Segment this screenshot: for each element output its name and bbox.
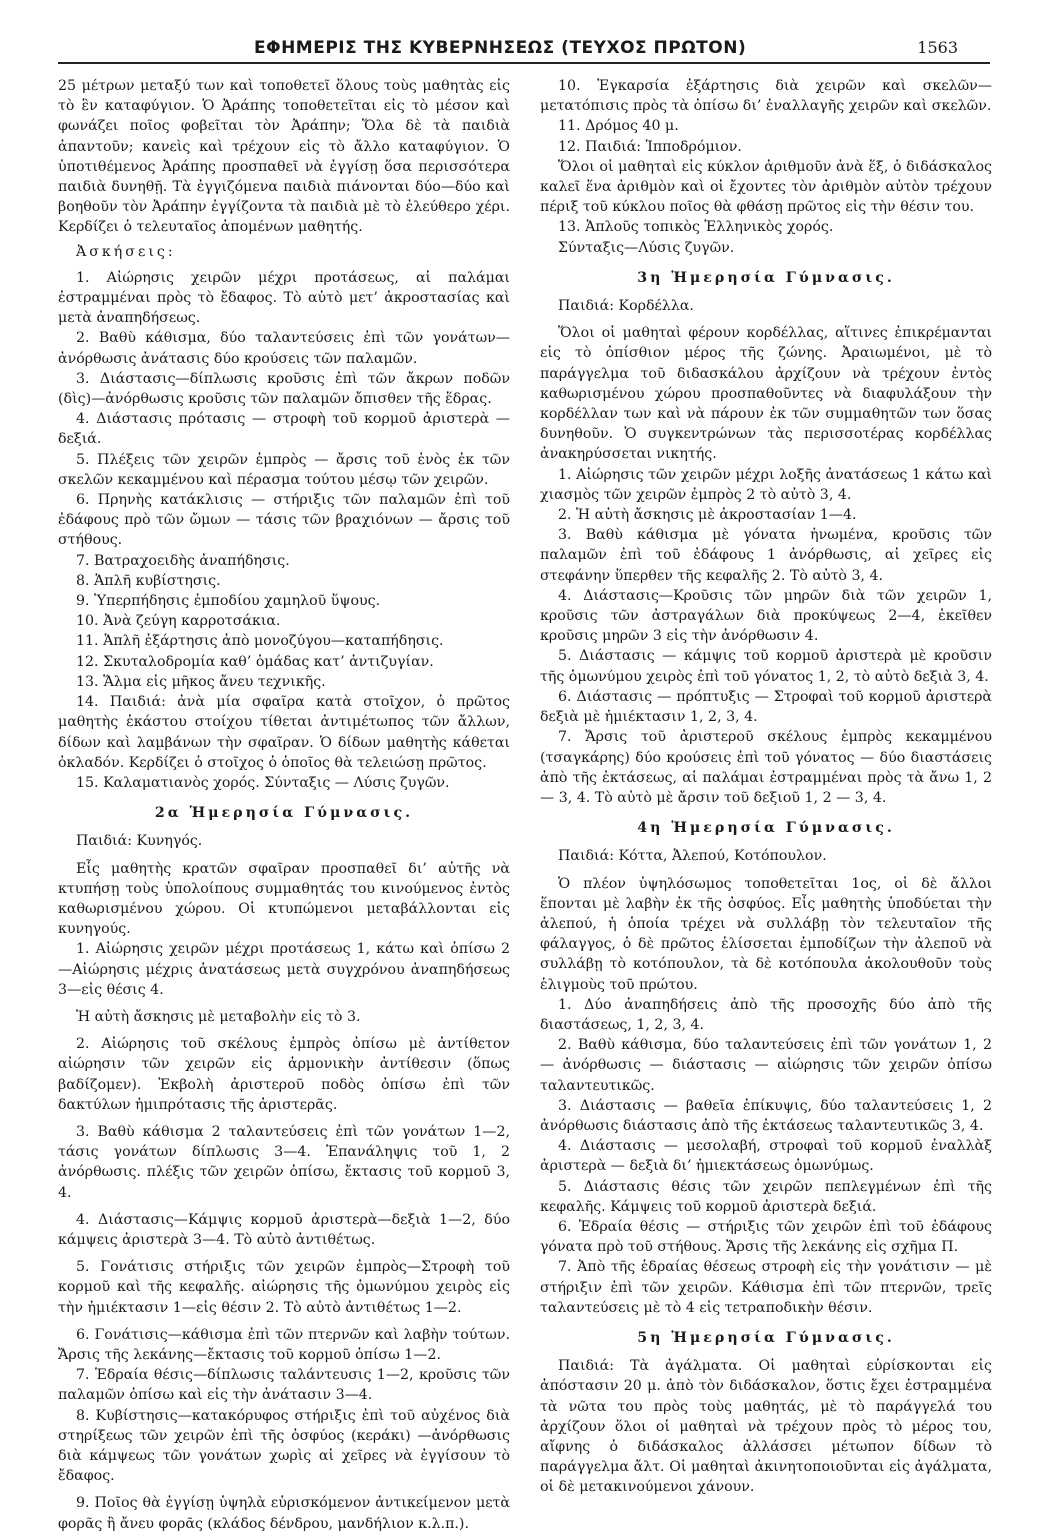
paragraph: 5. Διάστασις — κάμψις τοῦ κορμοῦ ἀριστερὰ μὲ κροῦσιν τῆς ὁμωνύμου χειρὸς ἐπὶ τοῦ γόνατος 1, 2, τὸ αὐτὸ δεξιὰ 3, 4. — [540, 648, 992, 685]
paragraph: 6. Διάστασις — πρόπτυξις — Στροφαὶ τοῦ κορμοῦ ἀριστερὰ δεξιὰ μὲ ἡμιέκτασιν 1, 2, 3, 4. — [540, 688, 992, 726]
paragraph: 10. Ἀνὰ ζεύγη καρροτσάκια. — [76, 613, 281, 630]
left-column — [58, 76, 510, 1534]
paragraph: 25 μέτρων μεταξύ των καὶ τοποθετεῖ ὅλους τοὺς μαθητὰς εἰς τὸ ἓν καταφύγιον. Ὁ Ἀράπης τοποθετεῖται εἰς τὸ μέσον καὶ φωνάζει ποῖος φοβεῖται τὸν Ἀράπην; Ὅλα δὲ τὰ παιδιὰ ἀπαντοῦν; κανεὶς καὶ τρέχουν εἰς τὸ ἄλλο καταφύγιον. Ὁ ὑποτιθέμενος Ἀράπης προσπαθεῖ νὰ ἐγγίσῃ ὅσα περισσότερα παιδιὰ δυνηθῇ. Τὰ ἐγγιζόμενα παιδιὰ πιάνονται δύο—δύο καὶ βοηθοῦν τὸν Ἀράπην ἐγγίζοντα τὰ παιδιὰ μὲ τὸ ἐλεύθερο χέρι. Κερδίζει ὁ τελευταῖος ἀπομένων μαθητής. — [58, 78, 510, 236]
paragraph: 9. Ποῖος θὰ ἐγγίσῃ ὑψηλὰ εὑρισκόμενον ἀντικείμενον μετὰ φορᾶς ἢ ἄνευ φορᾶς (κλάδος δένδρου, μανδήλιον κ.λ.π.). — [58, 1495, 510, 1532]
paragraph: 7. Βατραχοειδὴς ἀναπήδησις. — [76, 552, 290, 569]
paragraph: 13. Ἁπλοῦς τοπικὸς Ἑλληνικὸς χορός. — [558, 219, 834, 236]
paragraph: 1. Δύο ἀναπηδήσεις ἀπὸ τῆς προσοχῆς δύο ἀπὸ τῆς διαστάσεως, 1, 2, 3, 4. — [540, 996, 992, 1033]
paragraph: 12. Παιδιά: Ἱπποδρόμιον. — [558, 138, 742, 155]
paragraph: 10. Ἐγκαρσία ἐξάρτησις διὰ χειρῶν καὶ σκελῶν—μετατόπισις πρὸς τὰ ὀπίσω δι’ ἐναλλαγῆς χειρῶν καὶ σκελῶν. — [540, 78, 992, 115]
paragraph: 5. Πλέξεις τῶν χειρῶν ἐμπρὸς — ἄρσις τοῦ ἑνὸς ἐκ τῶν σκελῶν κεκαμμένου καὶ πέρασμα τούτου μέσῳ τῶν χειρῶν. — [58, 451, 510, 488]
paragraph: 13. Ἅλμα εἰς μῆκος ἄνευ τεχνικῆς. — [76, 673, 326, 690]
paragraph: 1. Αἰώρησις χειρῶν μέχρι προτάσεως 1, κάτω καὶ ὀπίσω 2—Αἰώρησις μέχρις ἀνατάσεως μετὰ συγχρόνου ἀναπηδήσεως 3—εἰς θέσις 4. — [58, 941, 510, 998]
publication-title: ΕΦΗΜΕΡΙΣ ΤΗΣ ΚΥΒΕΡΝΗΣΕΩΣ (ΤΕΥΧΟΣ ΠΡΩΤΟΝ) — [254, 38, 747, 58]
paragraph: 7. Ἀπὸ τῆς ἑδραίας θέσεως στροφὴ εἰς τὴν γονάτισιν — μὲ στήριξιν ἐπὶ τῶν χειρῶν. Κάθισμα ἐπὶ τῶν πτερνῶν, τρεῖς ταλαντεύσεις μὲ τὸ 4 εἰς τετραποδικὴν θέσιν. — [540, 1259, 992, 1316]
paragraph: 5. Διάστασις θέσις τῶν χειρῶν πεπλεγμένων ἐπὶ τῆς κεφαλῆς. Κάμψεις τοῦ κορμοῦ ἀριστερὰ δεξιά. — [540, 1178, 992, 1215]
paragraph: 4. Διάστασις πρότασις — στροφὴ τοῦ κορμοῦ ἀριστερὰ — δεξιά. — [58, 411, 510, 448]
page-number: 1563 — [917, 38, 958, 57]
paragraph: 4. Διάστασις—Κάμψις κορμοῦ ἀριστερὰ—δεξιὰ 1—2, δύο κάμψεις ἀριστερὰ 3—4. Τὸ αὐτὸ ἀντιθέτως. — [58, 1211, 510, 1248]
paragraph: 3. Διάστασις—δίπλωσις κροῦσις ἐπὶ τῶν ἄκρων ποδῶν (δὶς)—ἀνόρθωσις κροῦσις τῶν παλαμῶν ὄπισθεν τῆς ἕδρας. — [58, 370, 510, 408]
subheading: Ἀσκήσεις: — [76, 243, 176, 260]
paragraph: Σύνταξις—Λύσις ζυγῶν. — [558, 239, 735, 256]
section-heading: 4η Ἡμερησία Γύμνασις. — [637, 820, 895, 837]
paragraph: 3. Διάστασις — βαθεῖα ἐπίκυψις, δύο ταλαντεύσεις 1, 2 ἀνόρθωσις διάστασις ἀπὸ τῆς ἐκτάσεως ταλαντευτικῶς 3, 4. — [540, 1097, 992, 1134]
paragraph: 7. Ἑδραία θέσις—δίπλωσις ταλάντευσις 1—2, κροῦσις τῶν παλαμῶν ὀπίσω καὶ εἰς τὴν ἀνάτασιν 3—4. — [58, 1367, 510, 1404]
right-column — [540, 76, 992, 1498]
paragraph: 6. Ἑδραία θέσις — στήριξις τῶν χειρῶν ἐπὶ τοῦ ἐδάφους γόνατα πρὸ τοῦ στήθους. Ἄρσις τῆς λεκάνης εἰς σχῆμα Π. — [540, 1218, 992, 1256]
section-heading: 3η Ἡμερησία Γύμνασις. — [637, 269, 895, 286]
paragraph: 2. Αἰώρησις τοῦ σκέλους ἐμπρὸς ὀπίσω μὲ ἀντίθετον αἰώρησιν τῶν χειρῶν εἰς ἁρμονικὴν ἀντίθεσιν (ὅπως βαδίζομεν). Ἐκβολὴ ἀριστεροῦ ποδὸς ὀπίσω ἐπὶ τῶν δακτύλων ἡμιπρότασις τῆς ἀριστερᾶς. — [58, 1036, 510, 1113]
paragraph: Ὁ πλέον ὑψηλόσωμος τοποθετεῖται 1ος, οἱ δὲ ἄλλοι ἕπονται μὲ λαβὴν ἐκ τῆς ὀσφύος. Εἷς μαθητὴς ὑποδύεται τὴν ἀλεπού, ἡ ὁποία τρέχει νὰ συλλάβῃ τὸν τελευταῖον τῆς φάλαγγος, ὁ δὲ πρῶτος ἑλίσσεται ἐμποδίζων τὴν ἀλεποῦ νὰ συλλάβῃ τὸ κοτόπουλον, τὰ δὲ κοτόπουλα ἀκολουθοῦν τοὺς ἑλιγμοὺς τοῦ πρώτου. — [540, 875, 992, 993]
paragraph: Εἷς μαθητὴς κρατῶν σφαῖραν προσπαθεῖ δι’ αὐτῆς νὰ κτυπήσῃ τοὺς ὑπολοίπους συμμαθητάς του κινούμενος ἐντὸς καθωρισμένου χώρου. Οἱ κτυπώμενοι μεταβάλλονται εἰς κυνηγούς. — [58, 860, 510, 938]
paragraph: 14. Παιδιά: ἀνὰ μία σφαῖρα κατὰ στοῖχον, ὁ πρῶτος μαθητὴς ἑκάστου στοίχου τίθεται ἀντιμέτωπος τῶν ἄλλων, δίδων καὶ λαμβάνων τὴν σφαῖραν. Ὁ δίδων μαθητὴς κάθεται ὀκλαδόν. Κερδίζει ὁ στοῖχος ὁ ὁποῖος θὰ τελειώσῃ πρῶτος. — [58, 694, 510, 771]
paragraph: 11. Δρόμος 40 μ. — [558, 118, 679, 135]
paragraph: 4. Διάστασις—Κροῦσις τῶν μηρῶν διὰ τῶν χειρῶν 1, κροῦσις τῶν ἀστραγάλων διὰ προκύψεως 2—4, ἐκεῖθεν κροῦσις μηρῶν 3 εἰς τὴν ἀνόρθωσιν 4. — [540, 587, 992, 645]
paragraph: 3. Βαθὺ κάθισμα μὲ γόνατα ἡνωμένα, κροῦσις τῶν παλαμῶν ἐπὶ τοῦ ἐδάφους 1 ἀνόρθωσις, αἱ χεῖρες εἰς στεφάνην ὕπερθεν τῆς κεφαλῆς 2. Τὸ αὐτὸ 3, 4. — [540, 527, 992, 584]
paragraph: 2. Ἡ αὐτὴ ἄσκησις μὲ ἀκροστασίαν 1—4. — [558, 507, 857, 524]
paragraph: 9. Ὑπερπήδησις ἐμποδίου χαμηλοῦ ὕψους. — [76, 593, 381, 610]
paragraph: 6. Γονάτισις—κάθισμα ἐπὶ τῶν πτερνῶν καὶ λαβὴν τούτων. Ἄρσις τῆς λεκάνης—ἔκτασις τοῦ κορμοῦ ὀπίσω 1—2. — [58, 1326, 510, 1363]
paragraph: 8. Κυβίστησις—κατακόρυφος στήριξις ἐπὶ τοῦ αὐχένος διὰ στηρίξεως τῶν χειρῶν ἐπὶ τῆς ὀσφύος (κεράκι) —ἀνόρθωσις διὰ κάμψεως τῶν γονάτων χωρὶς αἱ χεῖρες νὰ ἐγγίσουν τὸ ἔδαφος. — [58, 1407, 510, 1485]
paragraph: 2. Βαθὺ κάθισμα, δύο ταλαντεύσεις ἐπὶ τῶν γονάτων 1, 2 — ἀνόρθωσις — διάστασις — αἰώρησις τῶν χειρῶν ὀπίσω ταλαντευτικῶς. — [540, 1037, 992, 1094]
section-heading: 5η Ἡμερησία Γύμνασις. — [637, 1329, 895, 1346]
paragraph: Ὅλοι οἱ μαθηταὶ εἰς κύκλον ἀριθμοῦν ἀνὰ ἕξ, ὁ διδάσκαλος καλεῖ ἕνα ἀριθμὸν καὶ οἱ ἔχοντες τὸν ἀριθμὸν αὐτὸν τρέχουν πέριξ τοῦ κύκλου ποῖος θὰ φθάσῃ πρῶτος εἰς τὴν θέσιν του. — [540, 158, 992, 216]
paragraph: Παιδιά: Κορδέλλα. — [558, 298, 694, 315]
paragraph: Ὅλοι οἱ μαθηταὶ φέρουν κορδέλλας, αἵτινες ἐπικρέμανται εἰς τὸ ὀπίσθιον μέρος τῆς ζώνης. Ἀραιωμένοι, μὲ τὸ παράγγελμα τοῦ διδασκάλου ἀρχίζουν νὰ τρέχουν ἐντὸς καθωρισμένου χώρου προσπαθοῦντες νὰ διαφυλάξουν τὴν κορδέλλαν των καὶ νὰ πάρουν ἐκ τῶν συμμαθητῶν των ὅσας δυνηθοῦν. Ὁ συγκεντρώνων τὰς περισσοτέρας κορδέλλας ἀνακηρύσσεται νικητής. — [540, 325, 992, 463]
paragraph: 11. Ἁπλῆ ἐξάρτησις ἀπὸ μονοζύγου—καταπήδησις. — [76, 633, 444, 650]
page-header — [58, 36, 990, 64]
paragraph: Παιδιά: Κόττα, Ἀλεπού, Κοτόπουλον. — [558, 848, 827, 865]
paragraph: 6. Πρηνὴς κατάκλισις — στήριξις τῶν παλαμῶν ἐπὶ τοῦ ἐδάφους πρὸ τῶν ὤμων — τάσις τῶν βραχιόνων — ἄρσις τοῦ στήθους. — [58, 492, 510, 549]
paragraph: Παιδιά: Τὰ ἀγάλματα. Οἱ μαθηταὶ εὑρίσκονται εἰς ἀπόστασιν 20 μ. ἀπὸ τὸν διδάσκαλον, ὅστις ἔχει ἐστραμμένα τὰ νῶτα του πρὸς τοὺς μαθητάς, μὲ τὸ παράγγελά του ἀρχίζουν ὅλοι οἱ μαθηταὶ νὰ τρέχουν πρὸς τὸ μέρος του, αἴφνης ὁ διδάσκαλος ἀλλάσσει μέτωπον δίδων τὸ παράγγελμα ἄλτ. Οἱ μαθηταὶ ἀκινητοποιοῦνται εἰς ἀγάλματα, οἱ δὲ μετακινούμενοι χάνουν. — [540, 1358, 992, 1496]
paragraph: 5. Γονάτισις στήριξις τῶν χειρῶν ἐμπρὸς—Στροφὴ τοῦ κορμοῦ καὶ τῆς κεφαλῆς. αἰώρησις τῆς ὁμωνύμου χειρὸς εἰς τὴν ἡμιέκτασιν 1—εἰς θέσιν 2. Τὸ αὐτὸ ἀντιθέτως 1—2. — [58, 1259, 510, 1316]
paragraph: 4. Διάστασις — μεσολαβή, στροφαὶ τοῦ κορμοῦ ἐναλλὰξ ἀριστερὰ — δεξιὰ δι’ ἡμιεκτάσεως ὁμωνύμως. — [540, 1138, 992, 1175]
paragraph: 2. Βαθὺ κάθισμα, δύο ταλαντεύσεις ἐπὶ τῶν γονάτων—ἀνόρθωσις ἀνάτασις δύο κρούσεις τῶν παλαμῶν. — [58, 330, 510, 367]
paragraph: 15. Καλαματιανὸς χορός. Σύνταξις — Λύσις ζυγῶν. — [76, 774, 450, 791]
paragraph: 1. Αἰώρησις τῶν χειρῶν μέχρι λοξῆς ἀνατάσεως 1 κάτω καὶ χιασμὸς τῶν χειρῶν ἐμπρὸς 2 τὸ αὐτὸ 3, 4. — [540, 466, 992, 503]
paragraph: 1. Αἰώρησις χειρῶν μέχρι προτάσεως, αἱ παλάμαι ἐστραμμέναι πρὸς τὸ ἔδαφος. Τὸ αὐτὸ μετ’ ἀκροστασίας καὶ μετὰ ἀναπηδήσεως. — [58, 269, 510, 327]
paragraph: 3. Βαθὺ κάθισμα 2 ταλαντεύσεις ἐπὶ τῶν γονάτων 1—2, τάσις γονάτων δίπλωσις 3—4. Ἐπανάληψις τοῦ 1, 2 ἀνόρθωσις. πλέξις τῶν χειρῶν ὀπίσω, ἔκτασις τοῦ κορμοῦ 3, 4. — [58, 1123, 510, 1201]
paragraph: 7. Ἄρσις τοῦ ἀριστεροῦ σκέλους ἐμπρὸς κεκαμμένου (τσαγκάρης) δύο κρούσεις ἐπὶ τοῦ γόνατος — δύο διαστάσεις ἀπὸ τῆς ἐκτάσεως, αἱ παλάμαι ἐστραμμέναι πρὸς τὰ ἄνω 1, 2 — 3, 4. Τὸ αὐτὸ μὲ ἄρσιν τοῦ δεξιοῦ 1, 2 — 3, 4. — [540, 729, 992, 806]
paragraph: 8. Ἁπλῆ κυβίστησις. — [76, 572, 221, 589]
paragraph: Παιδιά: Κυνηγός. — [76, 833, 203, 850]
paragraph: Ἡ αὐτὴ ἄσκησις μὲ μεταβολὴν εἰς τὸ 3. — [76, 1008, 361, 1025]
paragraph: 12. Σκυταλοδρομία καθ’ ὁμάδας κατ’ ἀντιζυγίαν. — [76, 653, 434, 670]
section-heading: 2α Ἡμερησία Γύμνασις. — [154, 805, 414, 822]
